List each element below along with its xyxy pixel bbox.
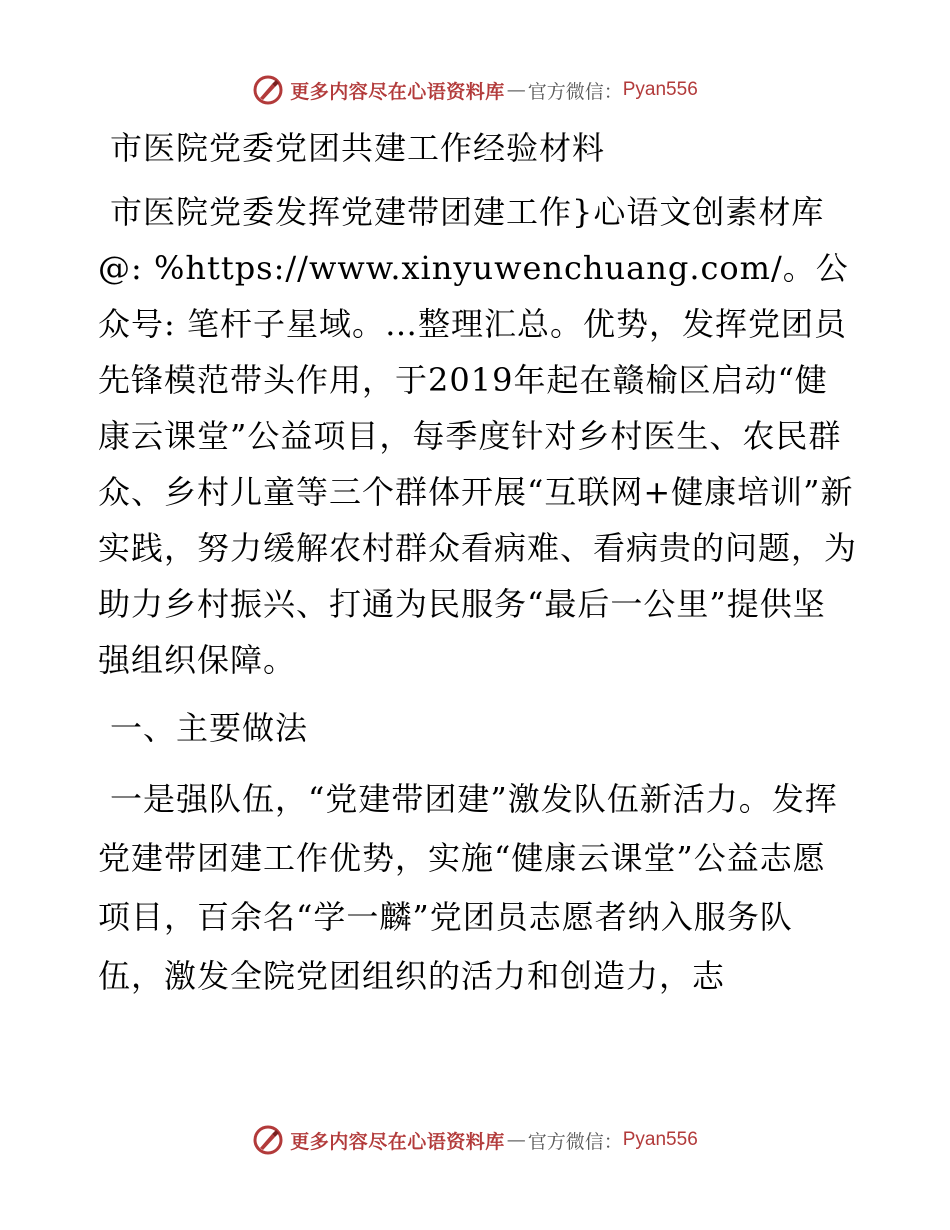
- intro-paragraph: 市医院党委发挥党建带团建工作}心语文创素材库@: %https://www.xinyuwenchuang.com/。公众号: 笔杆子星域。…整理汇总。优势，发挥党团员先锋模范带头作用，于2019年起在赣榆区启动“健康云课堂”公益项目，每季度针对乡村医生、农民群众、乡村儿童等三个群体开展“互联网+健康培训”新实践，努力缓解农村群众看病难、看病贵的问题，为助力乡村振兴、打通为民服务“最后一公里”提供坚强组织保障。: [98, 193, 858, 679]
- banner-wechat-id: Pyan556: [622, 79, 698, 100]
- banner-wechat-label: 官方微信：: [527, 80, 623, 103]
- banner-slogan: 更多内容尽在心语资料库: [290, 1130, 505, 1153]
- pen-logo-icon: [252, 1124, 284, 1156]
- banner-dash: —: [506, 1129, 526, 1151]
- document-body: [98, 124, 858, 1006]
- section-heading: 一、主要做法: [110, 709, 309, 747]
- header-banner: [0, 70, 950, 110]
- footer-banner: [0, 1120, 950, 1160]
- document-title: 市医院党委党团共建工作经验材料: [110, 129, 606, 167]
- body-paragraph: 一是强队伍，“党建带团建”激发队伍新活力。发挥党建带团建工作优势，实施“健康云课堂”公益志愿项目，百余名“学一麟”党团员志愿者纳入服务队伍，激发全院党团组织的活力和创造力，志: [98, 780, 838, 995]
- banner-wechat-label: 官方微信：: [527, 1130, 623, 1153]
- banner-wechat-id: Pyan556: [622, 1129, 698, 1150]
- banner-dash: —: [506, 79, 526, 101]
- banner-slogan: 更多内容尽在心语资料库: [290, 80, 505, 103]
- pen-logo-icon: [252, 74, 284, 106]
